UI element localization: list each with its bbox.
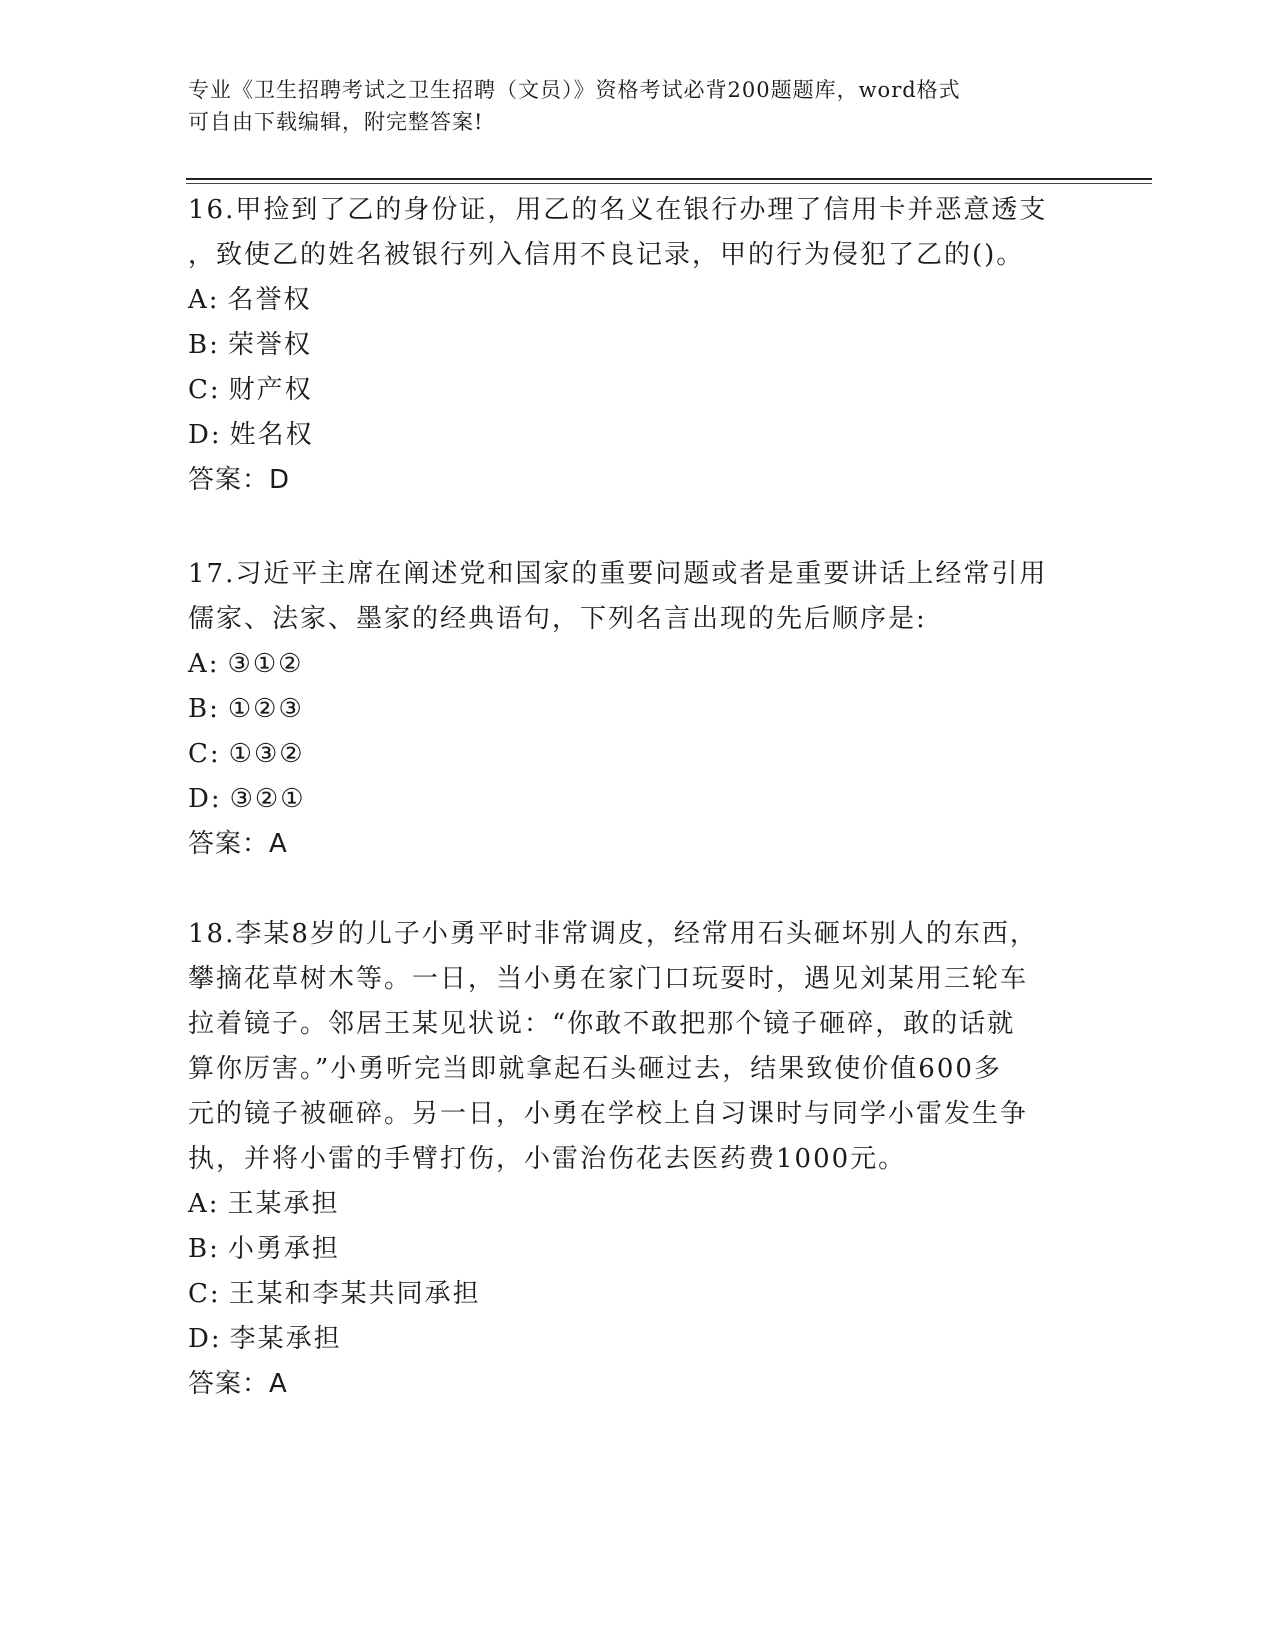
option-key: B: (188, 694, 220, 724)
option-text: 财产权 (228, 375, 313, 405)
question-line: ，致使乙的姓名被银行列入信用不良记录，甲的行为侵犯了乙的()。 (188, 240, 1025, 270)
question-line: 元的镜子被砸碎。另一日，小勇在学校上自习课时与同学小雷发生争 (188, 1099, 1029, 1129)
header-line-2: 可自由下载编辑，附完整答案! (188, 110, 484, 134)
question-line: 18.李某8岁的儿子小勇平时非常调皮，经常用石头砸坏别人的东西， (188, 919, 1038, 949)
question-18 (188, 912, 1088, 1407)
question-line: 17.习近平主席在阐述党和国家的重要问题或者是重要讲话上经常引用 (188, 559, 1048, 589)
header-divider-thin (186, 183, 1152, 184)
option-key: B: (188, 1234, 220, 1264)
document-header (188, 74, 1088, 138)
option-b (188, 1227, 1088, 1272)
question-line: 攀摘花草树木等。一日，当小勇在家门口玩耍时，遇见刘某用三轮车 (188, 964, 1029, 994)
question-line: 16.甲捡到了乙的身份证，用乙的名义在银行办理了信用卡并恶意透支 (188, 195, 1048, 225)
question-16 (188, 188, 1088, 503)
option-d (188, 1317, 1088, 1362)
option-text: 王某承担 (227, 1189, 340, 1219)
option-text: 小勇承担 (227, 1234, 340, 1264)
option-text: ③②① (229, 784, 306, 814)
question-line: 拉着镜子。邻居王某见状说：“你敢不敢把那个镜子砸碎，敢的话就 (188, 1009, 1016, 1039)
header-line-1: 专业《卫生招聘考试之卫生招聘（文员）》资格考试必背200题题库，word格式 (188, 78, 961, 102)
option-a (188, 278, 1088, 323)
option-d (188, 413, 1088, 458)
option-c (188, 732, 1088, 777)
option-c (188, 1272, 1088, 1317)
option-b (188, 323, 1088, 368)
option-c (188, 368, 1088, 413)
option-key: D: (188, 1324, 222, 1354)
option-key: A: (188, 1189, 220, 1219)
question-text (188, 912, 1088, 1182)
option-key: C: (188, 1279, 221, 1309)
option-key: C: (188, 375, 221, 405)
question-text (188, 188, 1088, 278)
option-a (188, 642, 1088, 687)
answer-label: 答案：A (188, 1369, 288, 1399)
option-d (188, 777, 1088, 822)
answer-label: 答案：D (188, 465, 291, 495)
header-divider-thick (186, 178, 1152, 180)
option-key: A: (188, 649, 220, 679)
question-line: 算你厉害。”小勇听完当即就拿起石头砸过去，结果致使价值600多 (188, 1054, 1002, 1084)
question-text (188, 552, 1088, 642)
question-line: 儒家、法家、墨家的经典语句，下列名言出现的先后顺序是: (188, 604, 927, 634)
option-key: B: (188, 330, 220, 360)
option-key: A: (188, 285, 220, 315)
option-text: 王某和李某共同承担 (228, 1279, 481, 1309)
option-text: 名誉权 (227, 285, 312, 315)
option-text: 李某承担 (229, 1324, 342, 1354)
option-text: ①③② (228, 739, 305, 769)
option-key: C: (188, 739, 221, 769)
option-text: 荣誉权 (227, 330, 312, 360)
question-17 (188, 552, 1088, 867)
option-text: ①②③ (227, 694, 304, 724)
option-text: 姓名权 (229, 420, 314, 450)
option-key: D: (188, 784, 222, 814)
question-line: 执，并将小雷的手臂打伤，小雷治伤花去医药费1000元。 (188, 1144, 907, 1174)
answer-label: 答案：A (188, 829, 288, 859)
option-text: ③①② (227, 649, 304, 679)
option-key: D: (188, 420, 222, 450)
option-a (188, 1182, 1088, 1227)
option-b (188, 687, 1088, 732)
